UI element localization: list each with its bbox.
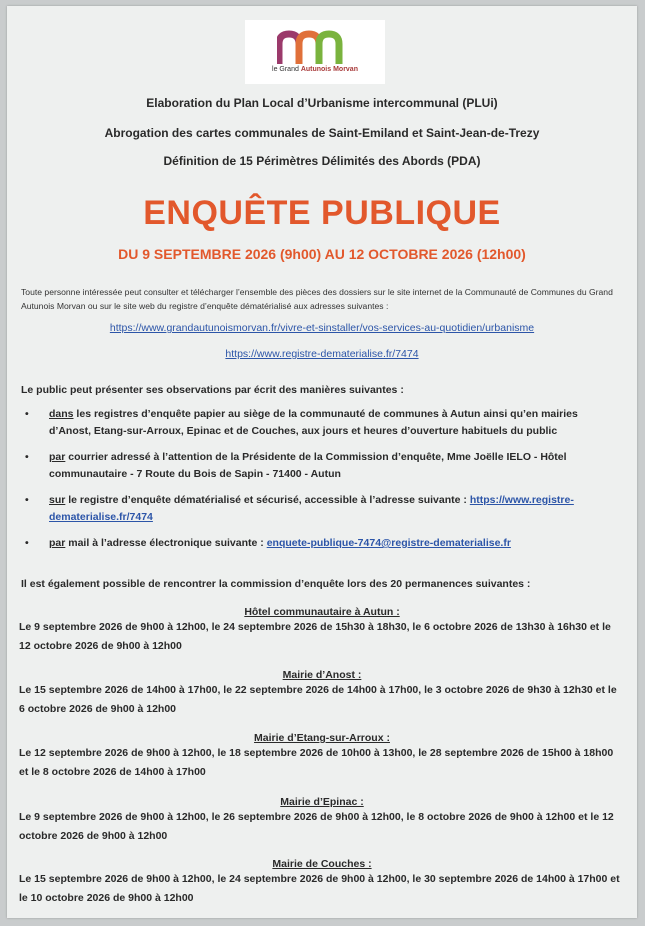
header-line-1: Elaboration du Plan Local d’Urbanisme intercommunal (PLUi) bbox=[146, 96, 498, 110]
logo bbox=[245, 20, 385, 84]
bullet-icon: • bbox=[25, 408, 29, 420]
section-title-anost: Mairie d’Anost : bbox=[282, 669, 362, 681]
section-body-couches: Le 15 septembre 2026 de 9h00 à 12h00, le 24 septembre 2026 de 9h00 à 12h00, le 30 septembre 2026 de 14h00 à 17h00 et le 10 octobre 2026 de 9h00 à 12h00 bbox=[19, 873, 620, 904]
bullet-icon: • bbox=[25, 451, 29, 463]
link-registre[interactable]: https://www.registre-dematerialise.fr/7474 bbox=[225, 348, 419, 360]
link-registre-bullet[interactable]: https://www.registre-dematerialise.fr/7474 bbox=[49, 494, 574, 523]
header-line-3: Définition de 15 Périmètres Délimités des Abords (PDA) bbox=[163, 154, 481, 168]
section-body-epinac: Le 9 septembre 2026 de 9h00 à 12h00, le 26 septembre 2026 de 9h00 à 12h00, le 8 octobre 2026 de 9h00 à 12h00 et le 12 octobre 2026 de 9h00 à 12h00 bbox=[19, 811, 614, 842]
inquiry-dates: DU 9 SEPTEMBRE 2026 (9h00) AU 12 OCTOBRE 2026 (12h00) bbox=[118, 246, 526, 262]
section-title-autun: Hôtel communautaire à Autun : bbox=[244, 606, 400, 618]
poster-sheet: le Grand Autunois Morvan Elaboration du Plan Local d’Urbanisme intercommunal (PLUi) Abrogation des cartes communales de Saint-Emiland et Saint-Jean-de-Trezy Définition de 15 Périmètres Délimités des Abords (PDA) ENQUÊTE PUBLIQUE DU 9 SEPTEMBRE 2026 (9h00) AU 12 OCTOBRE 2026 (12h00) Toute personne intéressée peut consulter et télécharger l’ensemble des pièces des dossiers sur le site internet de la Communauté de Communes du Grand Autunois Morvan ou sur le site web du registre d’enquête dématérialisé aux adresses suivantes : https://www.grandautunoismorvan.fr/vivre-et-sinstaller/vos-services-au-quotidien/urbanisme https://www.registre-dematerialise.fr/7474 Le public peut présenter ses observations par écrit des manières suivantes : • dans les registres d’enquête papier au siège de la communauté de communes à Autun ainsi qu’en mairies d’Anost, Etang-sur-Arroux, Epinac et de Couches, aux jours et heures d’ouverture habituels du public • par courrier adressé à l’attention de la Présidente de la Commission d’enquête, Mme Joëlle IELO - Hôtel communautaire - 7 Route du Bois de Sapin - 71400 - Autun • sur le registre d’enquête dématérialisé et sécurisé, accessible à l’adresse suivante : https://www.registre-dematerialise.fr/7474 • par mail à l’adresse électronique suivante : enquete-publique-7474@registre-dematerialise.fr Il est également possible de rencontrer la commission d’enquête lors des 20 permanences suivantes : Hôtel communautaire à Autun : Le 9 septembre 2026 de 9h00 à 12h00, le 24 septembre 2026 de 15h30 à 18h30, le 6 octobre 2026 de 13h30 à 16h30 et le 12 octobre 2026 de 9h00 à 12h00 Mairie d’Anost : Le 15 septembre 2026 de 14h00 à 17h00, le 22 septembre 2026 de 14h00 à 17h00, le 3 octobre 2026 de 9h30 à 12h30 et le 6 octobre 2026 de 9h00 à 12h00 Mairie d’Etang-sur-Arroux : Le 12 septembre 2026 de 9h00 à 12h00, le 18 septembre 2026 de 10h00 à 13h00, le 28 septembre 2026 de 15h00 à 18h00 et le 8 octobre 2026 de 14h00 à 17h00 Mairie d’Epinac : Le 9 septembre 2026 de 9h00 à 12h00, le 26 septembre 2026 de 9h00 à 12h00, le 8 octobre 2026 de 9h00 à 12h00 et le 12 octobre 2026 de 9h00 à 12h00 Mairie de Couches : Le 15 septembre 2026 de 9h00 à 12h00, le 24 septembre 2026 de 9h00 à 12h00, le 30 septembre 2026 de 14h00 à 17h00 et le 10 octobre 2026 de 9h00 à 12h00 bbox=[7, 6, 637, 918]
bullet-icon: • bbox=[25, 494, 29, 506]
logo-mark-icon bbox=[277, 30, 353, 66]
logo-text: le Grand Autunois Morvan bbox=[272, 66, 358, 73]
email-link[interactable]: enquete-publique-7474@registre-dematerialise.fr bbox=[266, 537, 511, 549]
intro-text: Toute personne intéressée peut consulter et télécharger l’ensemble des pièces des dossiers sur le site internet de la Communauté de Communes du Grand Autunois Morvan ou sur le site web du registre d’enquête dématérialisé aux adresses suivantes : bbox=[21, 287, 613, 311]
page-title: ENQUÊTE PUBLIQUE bbox=[143, 194, 501, 232]
section-title-etang: Mairie d’Etang-sur-Arroux : bbox=[254, 732, 390, 744]
section-title-epinac: Mairie d’Epinac : bbox=[280, 796, 364, 808]
section-body-etang: Le 12 septembre 2026 de 9h00 à 12h00, le 18 septembre 2026 de 10h00 à 13h00, le 28 septembre 2026 de 15h00 à 18h00 et le 8 octobre 2026 de 14h00 à 17h00 bbox=[19, 747, 614, 778]
header-line-2: Abrogation des cartes communales de Saint-Emiland et Saint-Jean-de-Trezy bbox=[104, 126, 540, 140]
section-title-couches: Mairie de Couches : bbox=[272, 858, 372, 870]
observations-intro: Le public peut présenter ses observations par écrit des manières suivantes : bbox=[21, 384, 404, 396]
section-body-autun: Le 9 septembre 2026 de 9h00 à 12h00, le 24 septembre 2026 de 15h30 à 18h30, le 6 octobre 2026 de 13h30 à 16h30 et le 12 octobre 2026 de 9h00 à 12h00 bbox=[19, 621, 611, 652]
permanences-intro: Il est également possible de rencontrer la commission d’enquête lors des 20 permanences suivantes : bbox=[21, 578, 531, 590]
section-body-anost: Le 15 septembre 2026 de 14h00 à 17h00, le 22 septembre 2026 de 14h00 à 17h00, le 3 octobre 2026 de 9h30 à 12h30 et le 6 octobre 2026 de 9h00 à 12h00 bbox=[19, 684, 617, 715]
bullet-icon: • bbox=[25, 537, 29, 549]
link-grandautunoismorvan[interactable]: https://www.grandautunoismorvan.fr/vivre-et-sinstaller/vos-services-au-quotidien/urbanisme bbox=[109, 322, 535, 334]
